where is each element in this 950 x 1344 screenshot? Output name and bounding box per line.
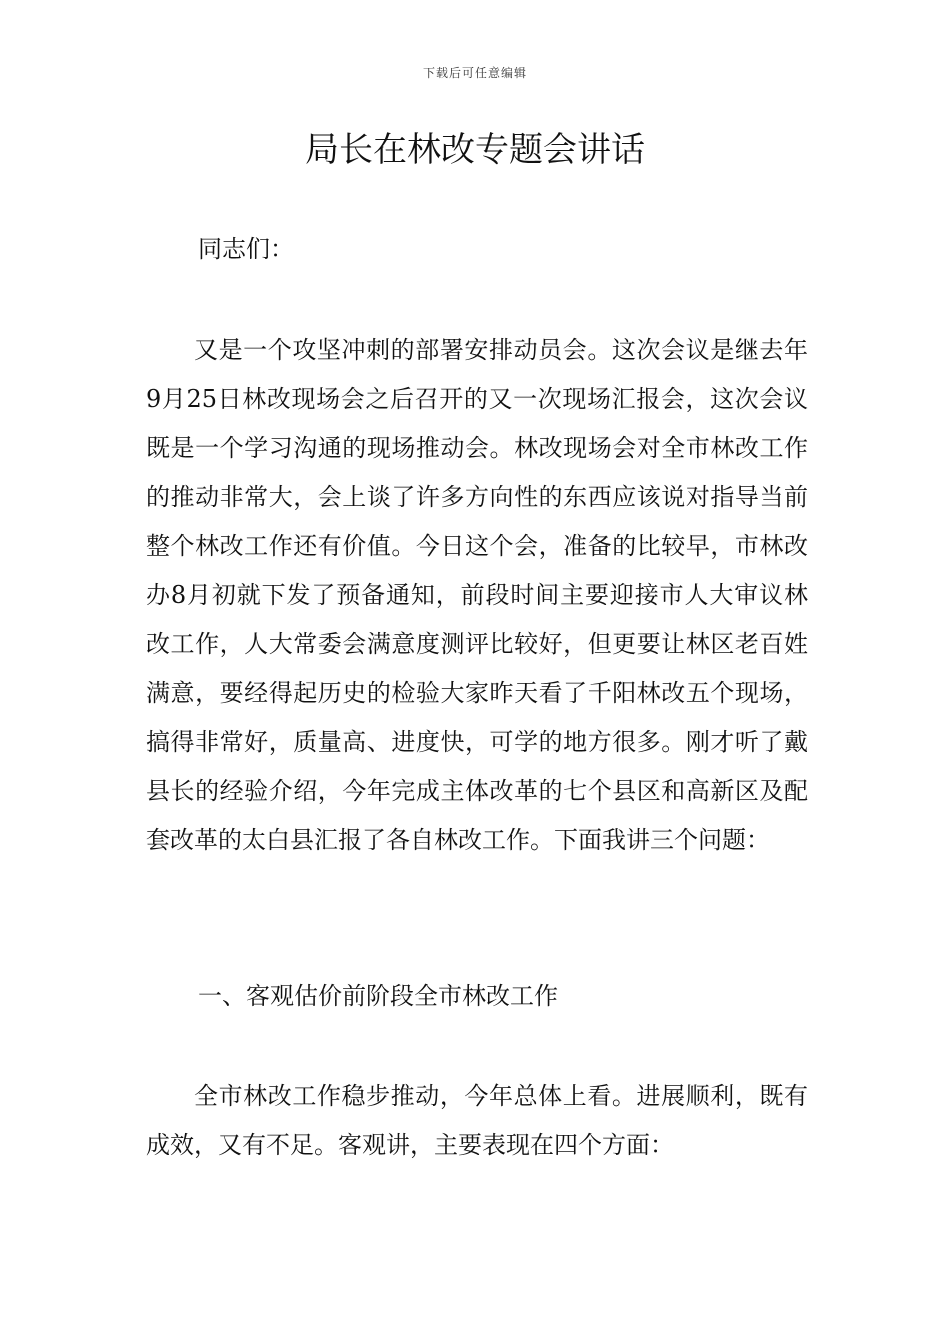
header-note: 下载后可任意编辑 — [422, 66, 527, 80]
section-1-heading: 一、客观估价前阶段全市林改工作 — [198, 982, 558, 1010]
document-title: 局长在林改专题会讲话 — [305, 130, 645, 170]
paragraph-1: 又是一个攻坚冲刺的部署安排动员会。这次会议是继去年9月25日林改现场会之后召开的又一次现场汇报会，这次会议既是一个学习沟通的现场推动会。林改现场会对全市林改工作的推动非常大，会上谈了许多方向性的东西应该说对指导当前整个林改工作还有价值。今日这个会，准备的比较早，市林改办8月初就下发了预备通知，前段时间主要迎接市人大审议林改工作，人大常委会满意度测评比较好，但更要让林区老百姓满意，要经得起历史的检验大家昨天看了千阳林改五个现场，搞得非常好，质量高、进度快，可学的地方很多。刚才听了戴县长的经验介绍，今年完成主体改革的七个县区和高新区及配套改革的太白县汇报了各自林改工作。下面我讲三个问题： — [146, 336, 808, 854]
salutation: 同志们： — [198, 235, 294, 263]
paragraph-1-block — [146, 326, 808, 865]
paragraph-2-block — [146, 1072, 808, 1170]
paragraph-2: 全市林改工作稳步推动，今年总体上看。进展顺利，既有成效，又有不足。客观讲，主要表现在四个方面： — [146, 1082, 808, 1159]
